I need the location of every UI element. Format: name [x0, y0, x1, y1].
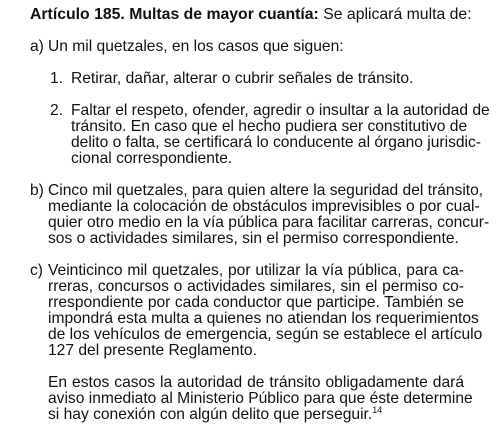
- article-heading: [30, 5, 490, 24]
- subitem-2-line: cional correspondiente.: [71, 150, 233, 167]
- subitem-2-line: delito o falta, se certificará lo conducente al órgano jurisdic-: [71, 134, 481, 151]
- item-a-text: Un mil quetzales, en los casos que siguen:: [48, 38, 344, 55]
- item-a-marker: a): [30, 38, 44, 55]
- article-title: Artículo 185. Multas de mayor cuantía:: [30, 6, 319, 23]
- footnote-reference[interactable]: 14: [372, 404, 383, 415]
- item-c-line: impondrá esta multa a quienes no atiendan los requerimientos: [48, 310, 479, 327]
- item-b-marker: b): [30, 182, 44, 199]
- item-b-line: Cinco mil quetzales, para quien altere la seguridad del tránsito,: [48, 182, 484, 199]
- item-c-marker: c): [30, 262, 43, 279]
- closing-line-text: si hay conexión con algún delito que perseguir.: [48, 406, 373, 423]
- item-b-line: sos o actividades similares, sin el permiso correspondiente.: [48, 230, 459, 247]
- subitem-1-marker: 1.: [50, 70, 64, 87]
- article-intro: Se aplicará multa de:: [318, 6, 472, 23]
- item-c-line: Veinticinco mil quetzales, por utilizar la vía pública, para ca-: [48, 262, 464, 279]
- item-c-line: rreras, concursos o actividades similares, sin el permiso co-: [48, 278, 464, 295]
- subitem-2-marker: 2.: [50, 102, 64, 119]
- item-c-line: 127 del presente Reglamento.: [48, 342, 257, 359]
- item-c-line: de los vehículos de emergencia, según se establece el artículo: [48, 326, 483, 343]
- subitem-1-line: Retirar, dañar, alterar o cubrir señales de tránsito.: [71, 70, 414, 87]
- subitem-2-line: Faltar el respeto, ofender, agredir o insultar a la autoridad de: [71, 102, 490, 119]
- closing-line-last: [48, 406, 382, 423]
- closing-line: aviso inmediato al Ministerio Público para que éste determine: [48, 390, 473, 407]
- item-b-line: mediante la colocación de obstáculos imprevisibles o por cual-: [48, 198, 480, 215]
- closing-line: En estos casos la autoridad de tránsito obligadamente dará: [48, 374, 464, 391]
- subitem-2-line: tránsito. En caso que el hecho pudiera ser constitutivo de: [71, 118, 468, 135]
- item-c-line: rrespondiente por cada conductor que participe. También se: [48, 294, 464, 311]
- item-b-line: quier otro medio en la vía pública para facilitar carreras, concur-: [48, 214, 490, 231]
